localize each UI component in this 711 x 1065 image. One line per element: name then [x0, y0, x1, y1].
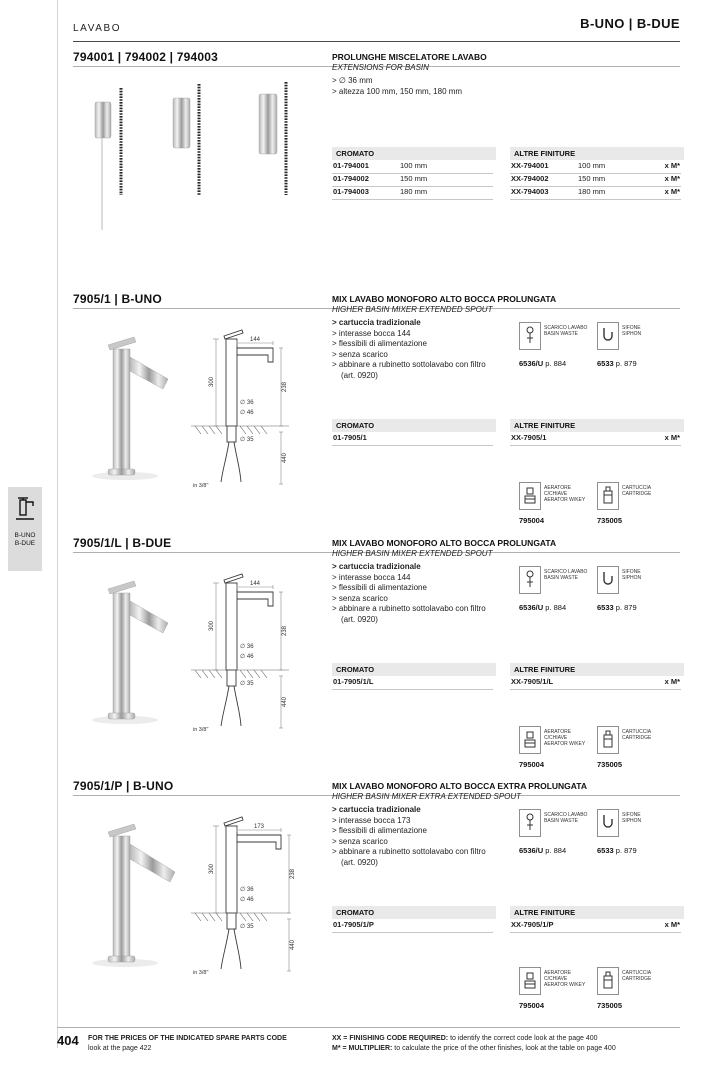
dim-d35: ∅ 35	[240, 924, 254, 930]
spare-code: 6533 p. 879	[597, 359, 637, 368]
dim-spout: 173	[253, 824, 265, 830]
dim-spout-height: 238	[290, 868, 296, 880]
feature-list	[332, 318, 527, 382]
spare-code: 735005	[597, 516, 623, 525]
product-title: MIX LAVABO MONOFORO ALTO BOCCA PROLUNGATA	[332, 294, 557, 304]
section-extensions	[73, 50, 680, 290]
basin-waste-icon	[519, 566, 541, 594]
spare-basin-waste: SCARICO LAVABO BASIN WASTE	[519, 809, 595, 837]
spare-aerator: AERATORE C/CHIAVE AERATOR W/KEY	[519, 967, 595, 995]
dim-height: 300	[209, 620, 215, 632]
product-subtitle: HIGHER BASIN MIXER EXTENDED SPOUT	[332, 305, 493, 314]
spare-code: 795004	[519, 760, 545, 769]
product-title: MIX LAVABO MONOFORO ALTO BOCCA EXTRA PROLUNGATA	[332, 781, 587, 791]
spare-code: 795004	[519, 516, 545, 525]
aerator-icon	[519, 482, 541, 510]
dim-d46: ∅ 46	[240, 410, 254, 416]
product-title: PROLUNGHE MISCELATORE LAVABO	[332, 52, 487, 62]
feature-item: (art. 0920)	[341, 857, 378, 867]
header-rule	[73, 41, 680, 42]
page-number: 404	[57, 1033, 79, 1048]
feature-item: > cartuccia tradizionale	[332, 318, 527, 329]
dim-hose: 440	[282, 452, 288, 464]
product-subtitle: HIGHER BASIN MIXER EXTENDED SPOUT	[332, 549, 493, 558]
finish-header-cromato: CROMATO	[332, 147, 496, 160]
section-code: 7905/1 | B-UNO	[73, 292, 162, 306]
section-code: 7905/1/L | B-DUE	[73, 536, 172, 550]
dim-spout: 144	[249, 581, 261, 587]
dim-d35: ∅ 35	[240, 437, 254, 443]
spare-aerator: AERATORE C/CHIAVE AERATOR W/KEY	[519, 482, 595, 510]
aerator-icon	[519, 726, 541, 754]
dim-height: 300	[209, 863, 215, 875]
cartridge-icon	[597, 726, 619, 754]
aerator-icon	[519, 967, 541, 995]
spare-code: 735005	[597, 760, 623, 769]
spare-code: 6533 p. 879	[597, 603, 637, 612]
feature-item: > interasse bocca 173	[332, 816, 527, 827]
feature-item: > abbinare a rubinetto sottolavabo con filtro	[332, 360, 527, 371]
cartridge-icon	[597, 967, 619, 995]
cartridge-icon	[597, 482, 619, 510]
dim-d46: ∅ 46	[240, 897, 254, 903]
feature-item: > cartuccia tradizionale	[332, 562, 527, 573]
feature-item: > senza scarico	[332, 350, 527, 361]
section-7905-1	[73, 292, 680, 536]
section-code: 7905/1/P | B-UNO	[73, 779, 174, 793]
technical-drawing	[185, 314, 325, 494]
siphon-icon	[597, 566, 619, 594]
spare-cartridge: CARTUCCIA CARTRIDGE	[597, 482, 673, 510]
spare-siphon: SIFONE SIPHON	[597, 566, 673, 594]
price-row: XX-7905/1 x M*	[510, 432, 681, 446]
dim-spout: 144	[249, 337, 261, 343]
price-row: 01-794003 180 mm	[332, 186, 493, 200]
spare-cartridge: CARTUCCIA CARTRIDGE	[597, 967, 673, 995]
siphon-icon	[597, 809, 619, 837]
finish-header-cromato: CROMATO	[332, 419, 496, 432]
price-row: 01-7905/1	[332, 432, 493, 446]
dim-thread: in 3/8"	[193, 727, 209, 733]
finish-header-altre: ALTRE FINITURE	[510, 419, 684, 432]
price-row: 01-7905/1/L	[332, 676, 493, 690]
feature-item: > ∅ 36 mm	[332, 76, 527, 87]
technical-drawing	[185, 801, 325, 981]
price-row: XX-794002 150 mm x M*	[510, 173, 681, 187]
margin-rule	[57, 0, 58, 1048]
feature-item: > interasse bocca 144	[332, 573, 527, 584]
dim-d36: ∅ 36	[240, 400, 254, 406]
dim-hose: 440	[290, 939, 296, 951]
feature-item: > senza scarico	[332, 837, 527, 848]
finish-header-altre: ALTRE FINITURE	[510, 147, 684, 160]
spare-cartridge: CARTUCCIA CARTRIDGE	[597, 726, 673, 754]
page-category: LAVABO	[73, 23, 122, 34]
dim-d36: ∅ 36	[240, 644, 254, 650]
series-side-tab	[8, 487, 42, 571]
feature-item: > abbinare a rubinetto sottolavabo con filtro	[332, 847, 527, 858]
feature-item: > flessibili di alimentazione	[332, 826, 527, 837]
spare-siphon: SIFONE SIPHON	[597, 322, 673, 350]
price-row: 01-794001 100 mm	[332, 160, 493, 174]
feature-item: (art. 0920)	[341, 370, 378, 380]
feature-list	[332, 76, 527, 97]
price-row: XX-7905/1/P x M*	[510, 919, 681, 933]
feature-item: > abbinare a rubinetto sottolavabo con filtro	[332, 604, 527, 615]
tab-label: B-UNO B-DUE	[14, 532, 36, 547]
price-row: XX-794001 100 mm x M*	[510, 160, 681, 174]
series-title: B-UNO | B-DUE	[580, 16, 680, 31]
feature-item: > altezza 100 mm, 150 mm, 180 mm	[332, 87, 527, 98]
spare-code: 6536/U p. 884	[519, 603, 567, 612]
feature-list	[332, 562, 527, 626]
spare-basin-waste: SCARICO LAVABO BASIN WASTE	[519, 322, 595, 350]
dim-d36: ∅ 36	[240, 887, 254, 893]
finish-header-cromato: CROMATO	[332, 663, 496, 676]
dim-spout-height: 238	[282, 625, 288, 637]
product-photo	[75, 811, 183, 969]
feature-list	[332, 805, 527, 869]
dim-thread: in 3/8"	[193, 970, 209, 976]
section-7905-1-P	[73, 779, 680, 1027]
spare-code: 795004	[519, 1001, 545, 1010]
footer-rule	[57, 1027, 680, 1028]
price-row: 01-794002 150 mm	[332, 173, 493, 187]
dim-hose: 440	[282, 696, 288, 708]
section-7905-1-L	[73, 536, 680, 779]
dim-spout-height: 238	[282, 381, 288, 393]
spare-aerator: AERATORE C/CHIAVE AERATOR W/KEY	[519, 726, 595, 754]
spare-code: 735005	[597, 1001, 623, 1010]
feature-item: > interasse bocca 144	[332, 329, 527, 340]
price-row: 01-7905/1/P	[332, 919, 493, 933]
footer-left-note: FOR THE PRICES OF THE INDICATED SPARE PARTS CODE look at the page 422	[88, 1035, 287, 1052]
price-row: XX-7905/1/L x M*	[510, 676, 681, 690]
spare-basin-waste: SCARICO LAVABO BASIN WASTE	[519, 566, 595, 594]
dim-d35: ∅ 35	[240, 681, 254, 687]
basin-waste-icon	[519, 322, 541, 350]
technical-drawing	[185, 558, 325, 738]
feature-item: (art. 0920)	[341, 614, 378, 624]
finish-header-cromato: CROMATO	[332, 906, 496, 919]
price-row: XX-794003 180 mm x M*	[510, 186, 681, 200]
spare-code: 6536/U p. 884	[519, 846, 567, 855]
product-title: MIX LAVABO MONOFORO ALTO BOCCA PROLUNGATA	[332, 538, 557, 548]
product-subtitle: HIGHER BASIN MIXER EXTRA EXTENDED SPOUT	[332, 792, 522, 801]
product-photo	[75, 324, 183, 482]
feature-item: > flessibili di alimentazione	[332, 339, 527, 350]
dim-thread: in 3/8"	[193, 483, 209, 489]
faucet-icon	[12, 493, 38, 523]
dim-height: 300	[209, 376, 215, 388]
finish-header-altre: ALTRE FINITURE	[510, 663, 684, 676]
section-code: 794001 | 794002 | 794003	[73, 50, 218, 64]
spare-code: 6536/U p. 884	[519, 359, 567, 368]
feature-item: > cartuccia tradizionale	[332, 805, 527, 816]
finish-header-altre: ALTRE FINITURE	[510, 906, 684, 919]
feature-item: > senza scarico	[332, 594, 527, 605]
spare-code: 6533 p. 879	[597, 846, 637, 855]
siphon-icon	[597, 322, 619, 350]
product-subtitle: EXTENSIONS FOR BASIN	[332, 63, 429, 72]
spare-siphon: SIFONE SIPHON	[597, 809, 673, 837]
dim-d46: ∅ 46	[240, 654, 254, 660]
product-photos	[81, 80, 326, 240]
feature-item: > flessibili di alimentazione	[332, 583, 527, 594]
product-photo	[75, 568, 183, 726]
basin-waste-icon	[519, 809, 541, 837]
footer-right-note: XX = FINISHING CODE REQUIRED: to identify the correct code look at the page 400 M* = MULTIPLIER: to calculate the price of the other finishes, look at the table on page 400	[332, 1035, 616, 1052]
